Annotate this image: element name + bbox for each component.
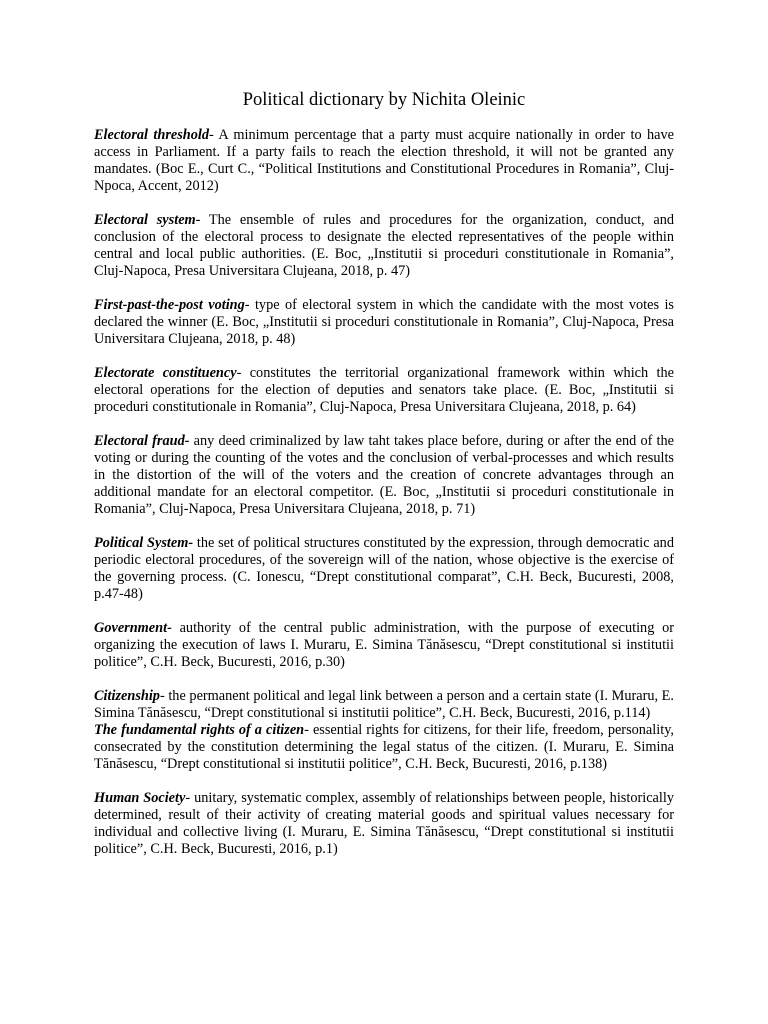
dictionary-entry xyxy=(94,433,674,518)
entry-definition: - constitutes the territorial organizational framework within which the electoral operations for the election of deputies and senators take place. (E. Boc, „Institutii si proceduri constitutionale in Romania”, Cluj-Napoca, Presa Universitara Clujeana, 2018, p. 64) xyxy=(94,365,674,415)
entry-definition: authority of the central public administration, with the purpose of executing or organizing the execution of laws I. Muraru, E. Simina Tănăsescu, “Drept constitutional si institutii politice”, C.H. Beck, Bucuresti, 2016, p.30) xyxy=(94,620,674,670)
dictionary-entry xyxy=(94,365,674,416)
entry-term: Government- xyxy=(94,620,172,636)
entry-term: Electorate constituency xyxy=(94,365,237,381)
entry-term: Human Society xyxy=(94,790,186,806)
entry-definition: the set of political structures constituted by the expression, through democratic and periodic electoral procedures, of the sovereign will of the nation, whose objective is the exercise of the governing process. (C. Ionescu, “Drept constitutional comparat”, C.H. Beck, Bucuresti, 2008, p.47-48) xyxy=(94,535,674,602)
dictionary-entry xyxy=(94,127,674,195)
dictionary-entry xyxy=(94,620,674,671)
entry-definition: - A minimum percentage that a party must acquire nationally in order to have access in Parliament. If a party fails to reach the election threshold, it will not be granted any mandates. (Boc E., Curt C., “Political Institutions and Constitutional Procedures in Romania”, Cluj-Npoca, Accent, 2012) xyxy=(94,127,674,194)
dictionary-entry xyxy=(94,535,674,603)
entry-term: The fundamental rights of a citizen xyxy=(94,722,305,738)
entry-definition: - The ensemble of rules and procedures for the organization, conduct, and conclusion of the electoral process to designate the elected representatives of the people within central and local public authorities. (E. Boc, „Institutii si proceduri constitutionale in Romania”, Cluj-Napoca, Presa Universitara Clujeana, 2018, p. 47) xyxy=(94,212,674,279)
entry-term: Political System- xyxy=(94,535,194,551)
entry-definition: - type of electoral system in which the candidate with the most votes is declared the winner (E. Boc, „Institutii si proceduri constitutionale in Romania”, Cluj-Napoca, Presa Universitara Clujeana, 2018, p. 48) xyxy=(94,297,674,347)
entry-term: First-past-the-post voting xyxy=(94,297,245,313)
dictionary-entry xyxy=(94,722,674,773)
entry-definition: - essential rights for citizens, for their life, freedom, personality, consecrated by the constitution determining the legal status of the citizen. (I. Muraru, E. Simina Tănăsescu, “Drept constitutional si institutii politice”, C.H. Beck, Bucuresti, 2016, p.138) xyxy=(94,722,674,772)
entry-definition: - unitary, systematic complex, assembly of relationships between people, historically determined, result of their activity of creating material goods and spiritual values necessary for individual and collective living (I. Muraru, E. Simina Tănăsescu, “Drept constitutional si institutii politice”, C.H. Beck, Bucuresti, 2016, p.1) xyxy=(94,790,674,857)
dictionary-entry xyxy=(94,688,674,722)
entry-term: Citizenship xyxy=(94,688,160,704)
entry-definition: any deed criminalized by law taht takes place before, during or after the end of the voting or during the counting of the votes and the conclusion of verbal-processes and which results in the distortion of the will of the voters and the creation of concrete advantages through an additional mandate for an electoral competitor. (E. Boc, „Institutii si proceduri constitutionale in Romania”, Cluj-Napoca, Presa Universitara Clujeana, 2018, p. 71) xyxy=(94,433,674,517)
page-title: Political dictionary by Nichita Oleinic xyxy=(242,90,526,110)
dictionary-entry xyxy=(94,212,674,280)
entry-term: Electoral system xyxy=(94,212,196,228)
dictionary-entry xyxy=(94,297,674,348)
dictionary-entry xyxy=(94,790,674,858)
entry-term: Electoral fraud- xyxy=(94,433,190,449)
entry-term: Electoral threshold xyxy=(94,127,210,143)
entry-definition: - the permanent political and legal link between a person and a certain state (I. Muraru, E. Simina Tănăsescu, “Drept constitutional si institutii politice”, C.H. Beck, Bucuresti, 2016, p.114) xyxy=(94,688,674,721)
